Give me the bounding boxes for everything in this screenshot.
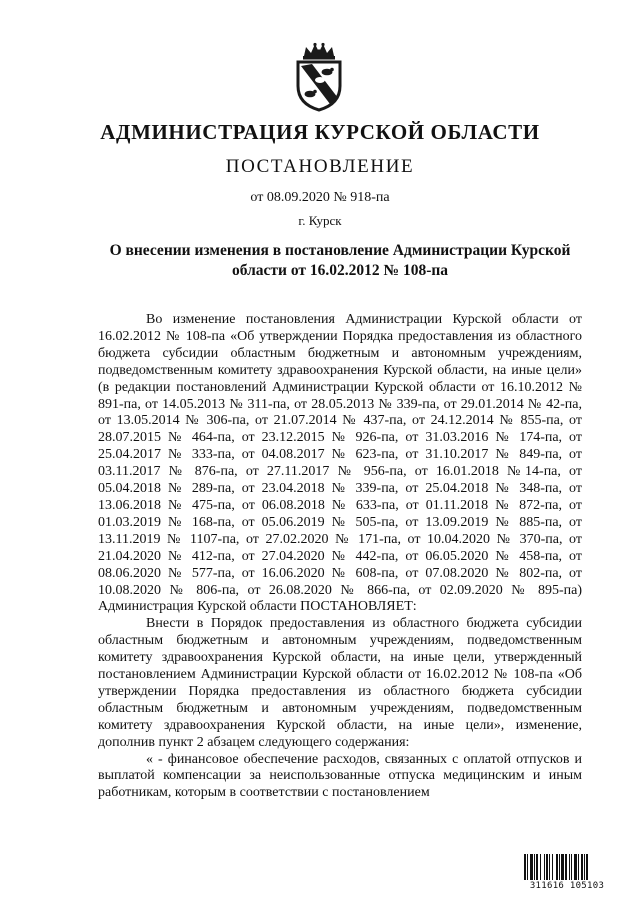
document-city: г. Курск <box>298 213 342 228</box>
issuing-authority: АДМИНИСТРАЦИЯ КУРСКОЙ ОБЛАСТИ <box>100 120 540 144</box>
amendment-paragraph: « - финансовое обеспечение расходов, связанных с оплатой отпусков и выплатой компенсации за неиспользованные отпуска медицинским и иным работникам, которым в соответствии с постановлением <box>98 751 582 801</box>
resolution-paragraph: Внести в Порядок предоставления из областного бюджета субсидии областным бюджетным и автономным учреждениям, подведомственным комитету здравоохранения Курской области, на иные цели, утвержденный постановлением Администрации Курской области от 16.02.2012 № 108-па «Об утверждении Порядка предоставления из областного бюджета субсидии областным бюджетным и автономным учреждениям, подведомственным комитету здравоохранения Курской области, на иные цели», изменение, дополнив пункт 2 абзацем следующего содержания: <box>98 616 582 750</box>
document-body <box>98 312 582 802</box>
barcode-number: 311616 105103 <box>529 881 605 891</box>
kursk-coat-of-arms-icon <box>292 42 346 112</box>
document-title: О внесении изменения в постановление Администрации Курской области от 16.02.2012 № 108-па <box>109 242 571 279</box>
barcode-icon <box>524 854 610 880</box>
preamble-paragraph: Во изменение постановления Администрации Курской области от 16.02.2012 № 108-па «Об утверждении Порядка предоставления из областного бюджета субсидии областным бюджетным и автономным учреждениям, подведомственным комитету здравоохранения Курской области, на иные цели» (в редакции постановлений Администрации Курской области от 16.10.2012 № 891-па, от 14.05.2013 № 311-па, от 28.05.2013 № 339-па, от 29.01.2014 № 42-па, от 13.05.2014 № 306-па, от 21.07.2014 № 437-па, от 24.12.2014 № 855-па, от 28.07.2015 № 464-па, от 23.12.2015 № 926-па, от 31.03.2016 № 174-па, от 25.04.2017 № 333-па, от 04.08.2017 № 623-па, от 31.10.2017 № 849-па, от 03.11.2017 № 876-па, от 27.11.2017 № 956-па, от 16.01.2018 №14-па, от 05.04.2018 № 289-па, от 23.04.2018 № 339-па, от 25.04.2018 № 348-па, от 13.06.2018 № 475-па, от 06.08.2018 № 633-па, от 01.11.2018 № 872-па, от 01.03.2019 № 168-па, от 05.06.2019 № 505-па, от 13.09.2019 № 885-па, от 13.11.2019 № 1107-па, от 27.02.2020 № 171-па, от 10.04.2020 № 370-па, от 21.04.2020 № 412-па, от 27.04.2020 № 442-па, от 06.05.2020 № 458-па, от 08.06.2020 № 577-па, от 16.06.2020 № 608-па, от 07.08.2020 № 802-па, от 10.08.2020 № 806-па, от 26.08.2020 № 866-па, от 02.09.2020 № 895-па) Администрация Курской области ПОСТАНОВЛЯЕТ: <box>98 312 582 615</box>
document-date-number: от 08.09.2020 № 918-па <box>250 190 390 205</box>
document-type: ПОСТАНОВЛЕНИЕ <box>225 156 415 177</box>
